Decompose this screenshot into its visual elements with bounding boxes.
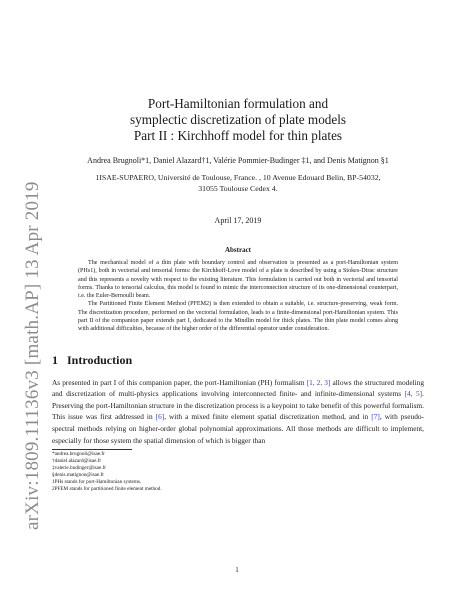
intro-text: , with a mixed finite element spatial discretization method, and in xyxy=(164,412,372,422)
citation-link[interactable]: [6] xyxy=(155,412,165,422)
section-title: Introduction xyxy=(67,352,133,367)
page-number: 1 xyxy=(235,566,239,574)
footnote: †daniel.alazard@isae.fr xyxy=(52,458,102,465)
footnotes xyxy=(52,451,424,493)
footnote: 1PHs stands for port-Hamiltonian systems. xyxy=(52,479,142,486)
footnote: *andrea.brugnoli@isae.fr xyxy=(52,451,105,458)
affiliation xyxy=(52,172,424,194)
title-line-3: Part II : Kirchhoff model for thin plates xyxy=(133,128,343,143)
abstract-paragraph-1: The mechanical model of a thin plate with boundary control and observation is presented as a port-Hamiltonian system (PHs1), both in vectorial and tensorial forms: the Kirchhoff-Love model of a plate is described by using a Stokes-Dirac structure and this represents a novelty with respect to the existing literature. This formulation is carried out both in vectorial and tensorial forms. Thanks to tensorial calculus, this model is found to mimic the interconnection structure of its one-dimensional counterpart, i.e. the Euler-Bernoulli beam. xyxy=(78,260,398,300)
abstract-paragraph-2: The Partitioned Finite Element Method (PFEM2) is then extended to obtain a suitable, i.e. structure-preserving, weak form. The discretization procedure, performed on the vectorial formulation, leads to a finite-dimensional port-Hamiltonian system. This part II of the companion paper extends part I, dedicated to the Mindlin model for thick plates. The thin plate model comes along with additional difficulties, because of the higher order of the differential operator under consideration. xyxy=(78,301,398,333)
intro-paragraph xyxy=(52,377,424,447)
abstract-heading: Abstract xyxy=(224,246,252,254)
footnote: 2PFEM stands for partitioned finite element method. xyxy=(52,486,162,493)
title-line-2: symplectic discretization of plate models xyxy=(129,112,347,127)
section-number: 1 xyxy=(52,352,58,367)
intro-text: , with pseudo-spectral methods relying on higher-order global polynomial approximations. All those methods are difficult to implement, especially for those system the spatial dimension of which is bigger than xyxy=(52,412,424,445)
citation-link[interactable]: [1, 2, 3] xyxy=(306,377,331,387)
intro-text: . Preserving the port-Hamiltonian structure in the discretization process is a keypoint to take benefit of this powerful formalism. This issue was first addressed in xyxy=(52,389,424,422)
affiliation-line-2: 31055 Toulouse Cedex 4. xyxy=(198,184,278,193)
title-line-1: Port-Hamiltonian formulation and xyxy=(147,96,329,111)
citation-link[interactable]: [7] xyxy=(371,412,380,422)
arxiv-stamp xyxy=(0,0,43,613)
paper-page xyxy=(52,96,424,493)
intro-text: allows the structured modeling and discretization of multi-physics applications involving interconnected finite- and infinite-dimensional systems xyxy=(52,377,425,399)
citation-link[interactable]: [4, 5] xyxy=(404,389,423,399)
abstract-body xyxy=(78,259,398,334)
paper-title xyxy=(52,96,424,144)
author-list: Andrea Brugnoli*1, Daniel Alazard†1, Valérie Pommier-Budinger ‡1, and Denis Matignon §1 xyxy=(87,156,389,165)
intro-text: As presented in part I of this companion paper, the port-Hamiltonian (PH) formalism xyxy=(52,377,307,387)
footnote: §denis.matignon@isae.fr xyxy=(52,472,105,479)
arxiv-stamp-text: arXiv:1809.11136v3 [math.AP] 13 Apr 2019 xyxy=(22,181,43,530)
footnote: ‡valerie.budinger@isae.fr xyxy=(52,465,107,472)
section-heading xyxy=(52,353,424,368)
paper-date: April 17, 2019 xyxy=(214,216,262,225)
affiliation-line-1: 1ISAE-SUPAERO, Université de Toulouse, France. , 10 Avenue Edouard Belin, BP-54032, xyxy=(95,173,381,182)
